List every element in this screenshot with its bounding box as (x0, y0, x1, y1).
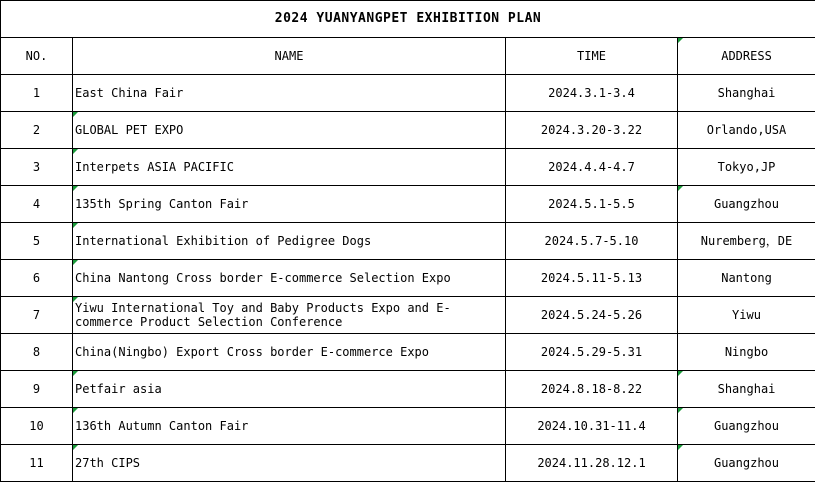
title-row (1, 1, 815, 38)
cell-address: Ningbo (678, 334, 815, 371)
table-title: 2024 YUANYANGPET EXHIBITION PLAN (1, 1, 815, 38)
cell-time: 2024.5.11-5.13 (506, 260, 678, 297)
cell-name: Interpets ASIA PACIFIC (73, 149, 506, 186)
cell-address: Guangzhou (678, 186, 815, 223)
cell-name: 136th Autumn Canton Fair (73, 408, 506, 445)
header-address: ADDRESS (678, 38, 815, 75)
table-row (1, 445, 815, 482)
cell-address: Shanghai (678, 371, 815, 408)
cell-no: 10 (1, 408, 73, 445)
cell-no: 4 (1, 186, 73, 223)
cell-name: 27th CIPS (73, 445, 506, 482)
cell-name: International Exhibition of Pedigree Dogs (73, 223, 506, 260)
cell-time: 2024.10.31-11.4 (506, 408, 678, 445)
cell-no: 5 (1, 223, 73, 260)
cell-no: 2 (1, 112, 73, 149)
cell-time: 2024.5.1-5.5 (506, 186, 678, 223)
table-row (1, 297, 815, 334)
cell-no: 3 (1, 149, 73, 186)
cell-time: 2024.4.4-4.7 (506, 149, 678, 186)
cell-no: 1 (1, 75, 73, 112)
cell-address: Shanghai (678, 75, 815, 112)
table-row (1, 112, 815, 149)
cell-no: 7 (1, 297, 73, 334)
cell-time: 2024.11.28.12.1 (506, 445, 678, 482)
cell-address: Guangzhou (678, 445, 815, 482)
cell-address: Nuremberg，DE (678, 223, 815, 260)
cell-name: China Nantong Cross border E-commerce Selection Expo (73, 260, 506, 297)
table-row (1, 334, 815, 371)
cell-time: 2024.3.20-3.22 (506, 112, 678, 149)
cell-name: East China Fair (73, 75, 506, 112)
table-row (1, 223, 815, 260)
cell-no: 9 (1, 371, 73, 408)
cell-name: Petfair asia (73, 371, 506, 408)
cell-address: Tokyo,JP (678, 149, 815, 186)
cell-address: Orlando,USA (678, 112, 815, 149)
cell-name: Yiwu International Toy and Baby Products Expo and E-commerce Product Selection Conference (73, 297, 506, 334)
table-row (1, 371, 815, 408)
table-row (1, 408, 815, 445)
header-no: NO. (1, 38, 73, 75)
cell-no: 11 (1, 445, 73, 482)
table-row (1, 186, 815, 223)
cell-address: Yiwu (678, 297, 815, 334)
header-row (1, 38, 815, 75)
table-row (1, 149, 815, 186)
cell-time: 2024.5.29-5.31 (506, 334, 678, 371)
cell-name: China(Ningbo) Export Cross border E-commerce Expo (73, 334, 506, 371)
cell-no: 8 (1, 334, 73, 371)
header-name: NAME (73, 38, 506, 75)
cell-time: 2024.3.1-3.4 (506, 75, 678, 112)
cell-address: Nantong (678, 260, 815, 297)
cell-address: Guangzhou (678, 408, 815, 445)
cell-no: 6 (1, 260, 73, 297)
cell-time: 2024.5.24-5.26 (506, 297, 678, 334)
cell-name: GLOBAL PET EXPO (73, 112, 506, 149)
header-time: TIME (506, 38, 678, 75)
cell-time: 2024.5.7-5.10 (506, 223, 678, 260)
table-row (1, 75, 815, 112)
cell-name: 135th Spring Canton Fair (73, 186, 506, 223)
table-row (1, 260, 815, 297)
cell-time: 2024.8.18-8.22 (506, 371, 678, 408)
